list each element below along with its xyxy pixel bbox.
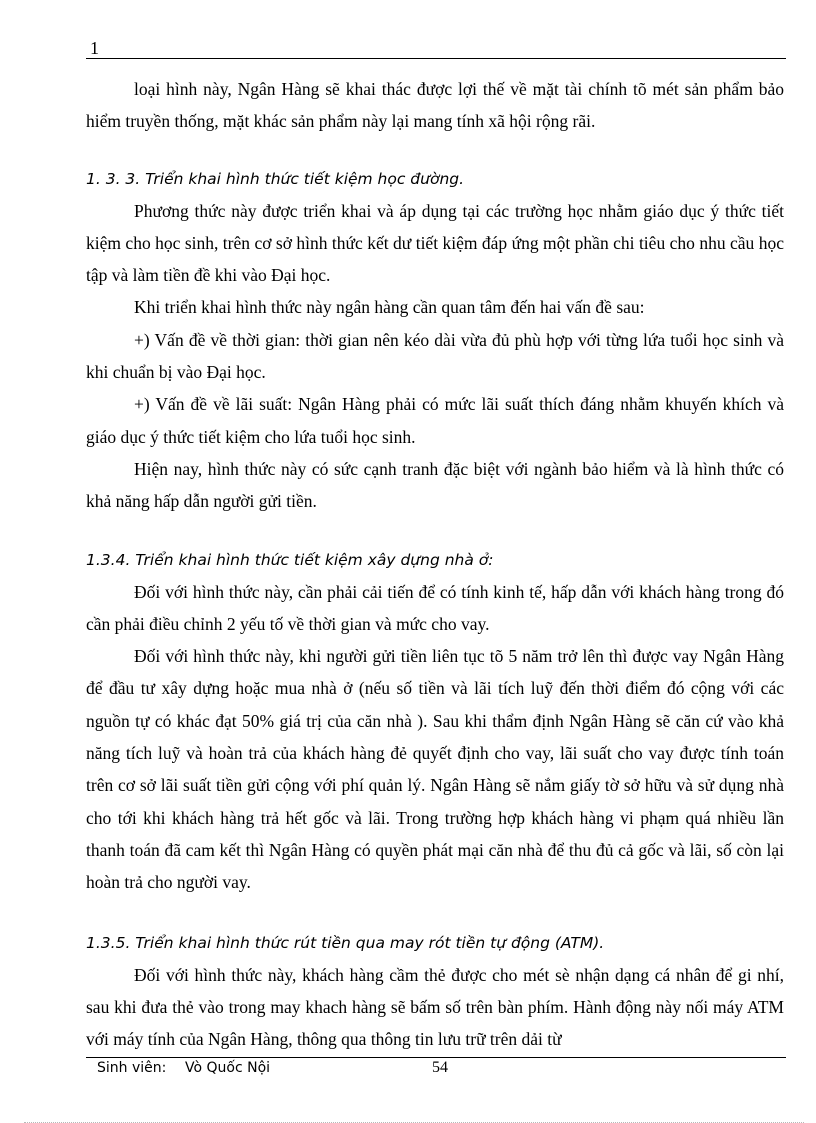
paragraph: Đối với hình thức này, khách hàng cầm thẻ được cho mét sè nhận dạng cá nhân để gi nhí, sau khi đưa thẻ vào trong may khach hàng sẽ bấm số trên bàn phím. Hành động này nối máy ATM với máy tính của Ngân Hàng, thông qua thông tin lưu trữ trên dải từ xyxy=(86,964,784,1050)
document-body xyxy=(86,73,784,1055)
section-heading-1-3-3: 1. 3. 3. Triển khai hình thức tiết kiệm học đường. xyxy=(86,169,465,188)
paragraph: Khi triển khai hình thức này ngân hàng cần quan tâm đến hai vấn đề sau: xyxy=(134,297,645,318)
footer-page-number: 54 xyxy=(432,1059,448,1076)
footer-student-label: Sinh viên: xyxy=(97,1060,167,1076)
footer-student-name: Vò Quốc Nội xyxy=(185,1060,271,1076)
paragraph: loại hình này, Ngân Hàng sẽ khai thác được lợi thế về mặt tài chính tõ mét sản phẩm bảo hiểm truyền thống, mặt khác sản phẩm này lại mang tính xã hội rộng rãi. xyxy=(86,79,784,132)
section-heading-1-3-4: 1.3.4. Triển khai hình thức tiết kiệm xây dựng nhà ở: xyxy=(86,550,494,569)
paragraph: Phương thức này được triển khai và áp dụng tại các trường học nhằm giáo dục ý thức tiết kiệm cho học sinh, trên cơ sở hình thức kết dư tiết kiệm đáp ứng một phần chi tiêu cho nhu cầu học tập và làm tiền đề khi vào Đại học. xyxy=(86,200,784,286)
paragraph: +) Vấn đề về lãi suất: Ngân Hàng phải có mức lãi suất thích đáng nhằm khuyến khích và giáo dục ý thức tiết kiệm cho lứa tuổi học sinh. xyxy=(86,394,784,447)
footer-divider xyxy=(86,1057,786,1058)
section-heading-1-3-5: 1.3.5. Triển khai hình thức rút tiền qua may rót tiền tự động (ATM). xyxy=(86,933,605,952)
paragraph: Đối với hình thức này, cần phải cải tiến để có tính kinh tế, hấp dẫn với khách hàng trong đó cần phải điều chỉnh 2 yếu tố về thời gian và mức cho vay. xyxy=(86,581,784,634)
paragraph: Đối với hình thức này, khi người gửi tiền liên tục tõ 5 năm trở lên thì được vay Ngân Hàng để đầu tư xây dựng hoặc mua nhà ở (nếu số tiền và lãi tích luỹ đến thời điểm đó cộng với các nguồn tự có khác đạt 50% giá trị của căn nhà ). Sau khi thẩm định Ngân Hàng sẽ căn cứ vào khả năng tích luỹ và hoàn trả của khách hàng đẻ quyết định cho vay, lãi suất cho vay được tính toán trên cơ sở lãi suất tiền gửi cộng với phí quản lý. Ngân Hàng sẽ nắm giấy tờ sở hữu và sử dụng nhà cho tới khi khách hàng trả hết gốc và lãi. Trong trường hợp khách hàng vi phạm quá nhiều lần thanh toán đã cam kết thì Ngân Hàng có quyền phát mại căn nhà để thu đủ cả gốc và lãi, số còn lại hoàn trả cho người vay. xyxy=(86,646,784,893)
header-page-number: 1 xyxy=(90,38,99,58)
paragraph: Hiện nay, hình thức này có sức cạnh tranh đặc biệt với ngành bảo hiểm và là hình thức có khả năng hấp dẫn người gửi tiền. xyxy=(86,458,784,512)
paragraph: +) Vấn đề về thời gian: thời gian nên kéo dài vừa đủ phù hợp với từng lứa tuổi học sinh và khi chuẩn bị vào Đại học. xyxy=(86,329,784,383)
header-divider xyxy=(86,58,786,59)
